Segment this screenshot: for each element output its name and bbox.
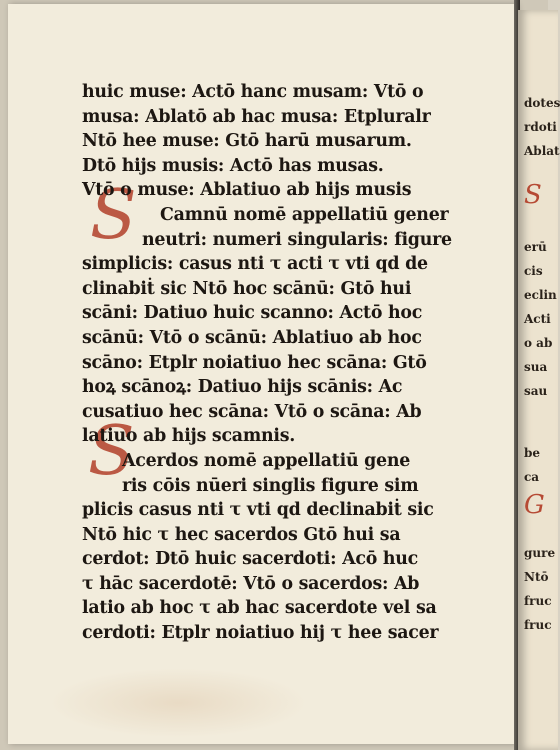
text-line: cusatiuo hec scāna: Vtō o scāna: Ab: [82, 401, 422, 422]
next-page-initial: S: [524, 180, 542, 210]
text-line: neutri: numeri singularis: figure: [142, 229, 452, 250]
next-page-text: dotes: [524, 96, 560, 110]
text-block: [82, 80, 472, 646]
text-line: Camnū nomē appellatiū gener: [160, 204, 449, 225]
text-line: clinabiṫ sic Ntō hoc scānū: Gtō hui: [82, 278, 412, 299]
text-line: Vtō o muse: Ablatiuo ab hijs musis: [82, 180, 412, 201]
text-line: τ hāc sacerdotē: Vtō o sacerdos: Ab: [82, 573, 420, 594]
next-page-text: Ntō: [524, 570, 549, 584]
next-page-text: o ab: [524, 336, 553, 350]
text-line: Ntō hee muse: Gtō harū musarum.: [82, 131, 412, 152]
text-line: latiuo ab hijs scamnis.: [82, 426, 296, 447]
text-line: huic muse: Actō hanc musam: Vtō o: [82, 82, 424, 102]
next-page-text: eclin: [524, 288, 557, 302]
decorated-initial: S: [90, 176, 137, 255]
next-page-text: Ablat: [524, 144, 560, 158]
text-line: scānū: Vtō o scānū: Ablatiuo ab hoc: [82, 327, 422, 348]
next-page-text: gure: [524, 546, 556, 560]
next-page-text: sua: [524, 360, 548, 374]
next-page-text: sau: [524, 384, 548, 398]
text-line: Dtō hijs musis: Actō has musas.: [82, 155, 384, 176]
text-line: latio ab hoc τ ab hac sacerdote vel sa: [82, 598, 437, 619]
next-page-text: rdoti: [524, 120, 557, 134]
text-line: Ntō hic τ hec sacerdos Gtō hui sa: [82, 524, 401, 545]
next-page-text: fruc: [524, 618, 552, 632]
text-line: cerdoti: Etplr noiatiuo hij τ hee sacer: [82, 623, 439, 644]
text-line: scāno: Etplr noiatiuo hec scāna: Gtō: [82, 352, 427, 373]
text-line: ris cōis nūeri singlis figure sim: [122, 475, 419, 496]
text-line: plicis casus nti τ vti qd declinabiṫ sic: [82, 500, 434, 521]
next-page-initial: G: [524, 490, 545, 520]
next-page-text: cis: [524, 264, 543, 278]
text-line: cerdot: Dtō huic sacerdoti: Acō huc: [82, 549, 418, 570]
text-line: Acerdos nomē appellatiū gene: [122, 450, 411, 471]
text-line: simplicis: casus nti τ acti τ vti qd de: [82, 254, 428, 275]
text-line: scāni: Datiuo huic scanno: Actō hoc: [82, 303, 423, 324]
decorated-initial: S: [88, 412, 135, 491]
right-page-edge: [518, 10, 558, 750]
text-line: musa: Ablatō ab hac musa: Etpluralr: [82, 106, 431, 127]
next-page-text: erū: [524, 240, 547, 254]
next-page-text: fruc: [524, 594, 552, 608]
next-page-text: ca: [524, 470, 540, 484]
next-page-text: be: [524, 446, 541, 460]
text-line: hoꝝ scānoꝝ: Datiuo hijs scānis: Ac: [82, 377, 403, 398]
next-page-text: Acti: [524, 312, 551, 326]
